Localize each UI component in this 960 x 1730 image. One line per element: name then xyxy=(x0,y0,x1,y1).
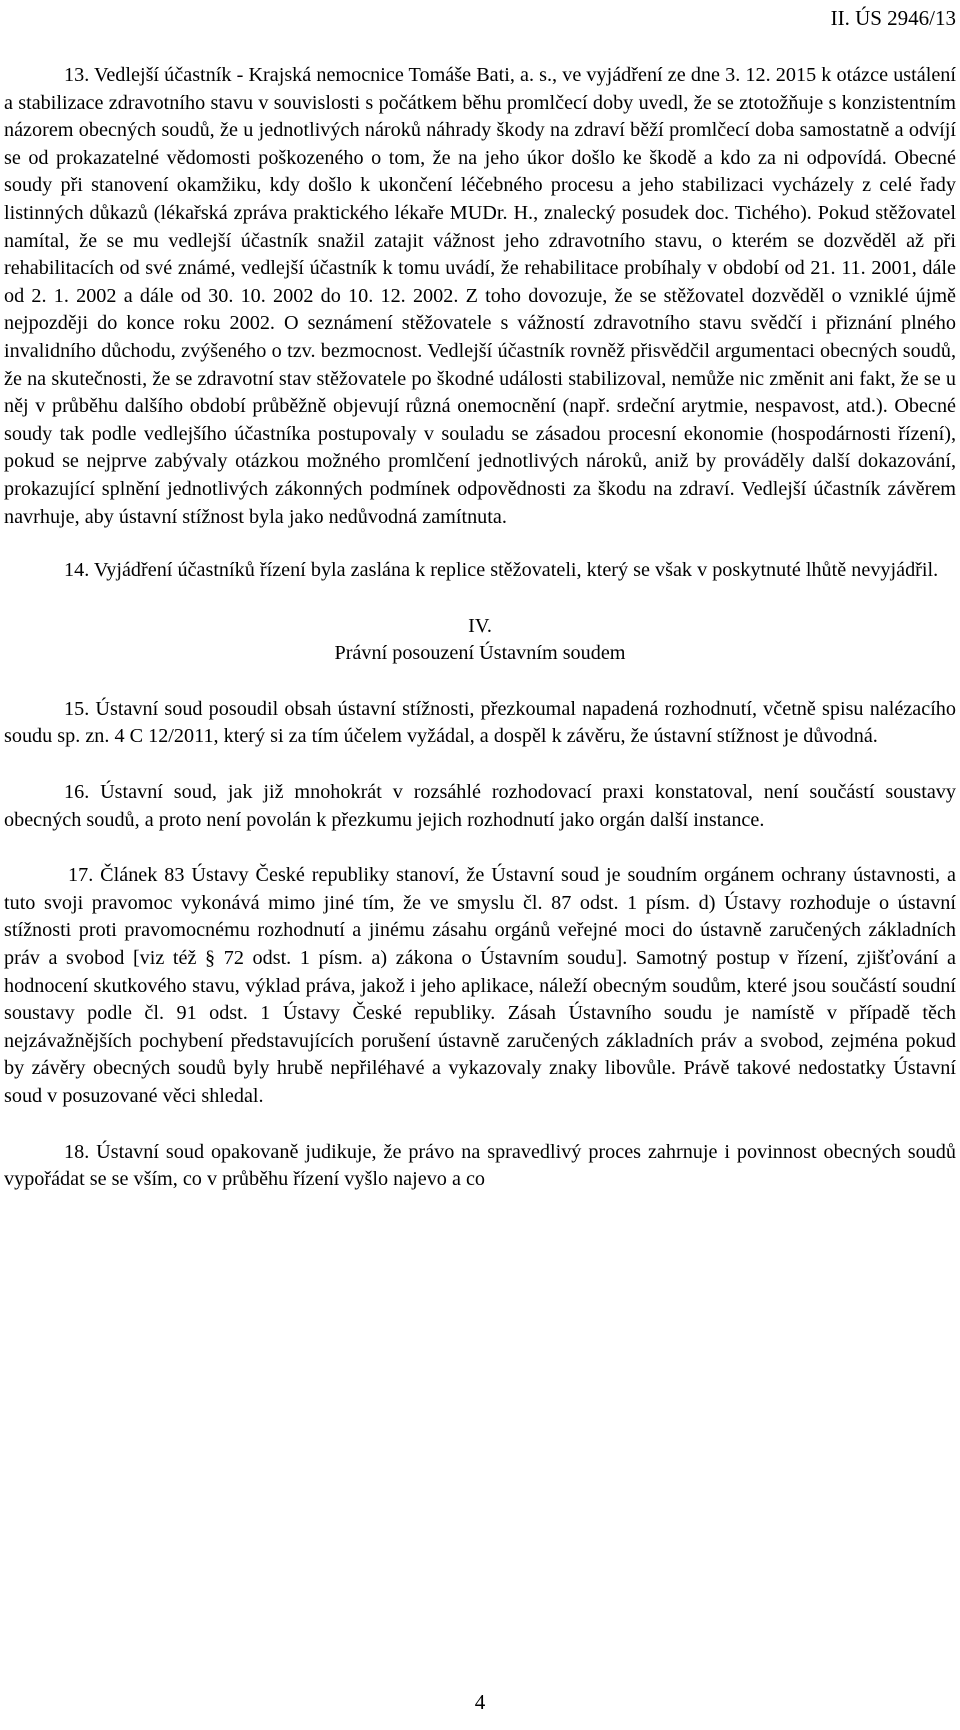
paragraph-17: 17. Článek 83 Ústavy České republiky stanoví, že Ústavní soud je soudním orgánem ochrany ústavnosti, a tuto svoji pravomoc vykonává mimo jiné tím, že ve smyslu čl. 87 odst. 1 písm. d) Ústavy rozhoduje o ústavní stížnosti proti pravomocnému rozhodnutí a jinému zásahu orgánů veřejné moci do ústavně zaručených základních práv a svobod [viz též § 72 odst. 1 písm. a) zákona o Ústavním soudu]. Samotný postup v řízení, zjišťování a hodnocení skutkového stavu, výklad práva, jakož i jeho aplikace, náleží obecným soudům, které jsou součástí soudní soustavy podle čl. 91 odst. 1 Ústavy České republiky. Zásah Ústavního soudu je namístě v případě těch nejzávažnějších pochybení představujících porušení ústavně zaručených základních práv a svobod, zejména pokud by závěry obecných soudů byly hrubě nepřiléhavé a vykazovaly znaky libovůle. Právě takové nedostatky Ústavní soud v posuzované věci shledal. xyxy=(4,864,956,1107)
page-number: 4 xyxy=(474,1690,486,1714)
section-title: Právní posouzení Ústavním soudem xyxy=(334,642,626,665)
paragraph-18: 18. Ústavní soud opakovaně judikuje, že právo na spravedlivý proces zahrnuje i povinnost obecných soudů vypořádat se se vším, co v průběhu řízení vyšlo najevo a co xyxy=(4,1140,956,1191)
section-heading xyxy=(4,613,956,668)
document-body xyxy=(4,62,956,1194)
paragraph-15: 15. Ústavní soud posoudil obsah ústavní stížnosti, přezkoumal napadená rozhodnutí, včetně spisu nalézacího soudu sp. zn. 4 C 12/2011, který si za tím účelem vyžádal, a dospěl k závěru, že ústavní stížnost je důvodná. xyxy=(4,697,956,748)
paragraph-14: 14. Vyjádření účastníků řízení byla zaslána k replice stěžovateli, který se však v poskytnuté lhůtě nevyjádřil. xyxy=(64,559,939,582)
paragraph-16: 16. Ústavní soud, jak již mnohokrát v rozsáhlé rozhodovací praxi konstatoval, není součástí soustavy obecných soudů, a proto není povolán k přezkumu jejich rozhodnutí jako orgán další instance. xyxy=(4,781,956,831)
paragraph-13: 13. Vedlejší účastník - Krajská nemocnice Tomáše Bati, a. s., ve vyjádření ze dne 3. 12. 2015 k otázce ustálení a stabilizace zdravotního stavu v souvislosti s počátkem běhu promlčecí doby uvedl, že se ztotožňuje s konzistentním názorem obecných soudů, že u jednotlivých nároků náhrady škody na zdraví běží promlčecí doba samostatně a odvíjí se od prokazatelné vědomosti poškozeného o tom, že na jeho úkor došlo ke škodě a kdo za ni odpovídá. Obecné soudy při stanovení okamžiku, kdy došlo k ukončení léčebného procesu a jeho stabilizaci vycházely z celé řady listinných důkazů (lékařská zpráva praktického lékaře MUDr. H., znalecký posudek doc. Tichého). Pokud stěžovatel namítal, že se mu vedlejší účastník snažil zatajit vážnost jeho zdravotního stavu, o kterém se dozvěděl až při rehabilitacích od své známé, vedlejší účastník k tomu uvádí, že rehabilitace probíhaly v období od 21. 11. 2001, dále od 2. 1. 2002 a dále od 30. 10. 2002 do 10. 12. 2002. Z toho dovozuje, že se stěžovatel dozvěděl o vzniklé újmě nejpozději do konce roku 2002. O seznámení stěžovatele s vážností zdravotního stavu svědčí i přiznání plného invalidního důchodu, zvýšeného o tzv. bezmocnost. Vedlejší účastník rovněž přisvědčil argumentaci obecných soudů, že na skutečnosti, že se zdravotní stav stěžovatele po škodné události stabilizoval, nemůže nic změnit ani fakt, že se u něj v průběhu dalšího období průběžně objevují různá onemocnění (např. srdeční arytmie, nespavost, atd.). Obecné soudy tak podle vedlejšího účastníka postupovaly v souladu se zásadou procesní ekonomie (hospodárnosti řízení), pokud se nejprve zabývaly otázkou možného promlčení jednotlivých nároků, aniž by prováděly další dokazování, prokazující splnění jednotlivých zákonných podmínek odpovědnosti za škodu na zdraví. Vedlejší účastník závěrem navrhuje, aby ústavní stížnost byla jako nedůvodná zamítnuta. xyxy=(4,64,956,528)
case-reference: II. ÚS 2946/13 xyxy=(830,6,956,30)
section-number: IV. xyxy=(468,614,492,637)
